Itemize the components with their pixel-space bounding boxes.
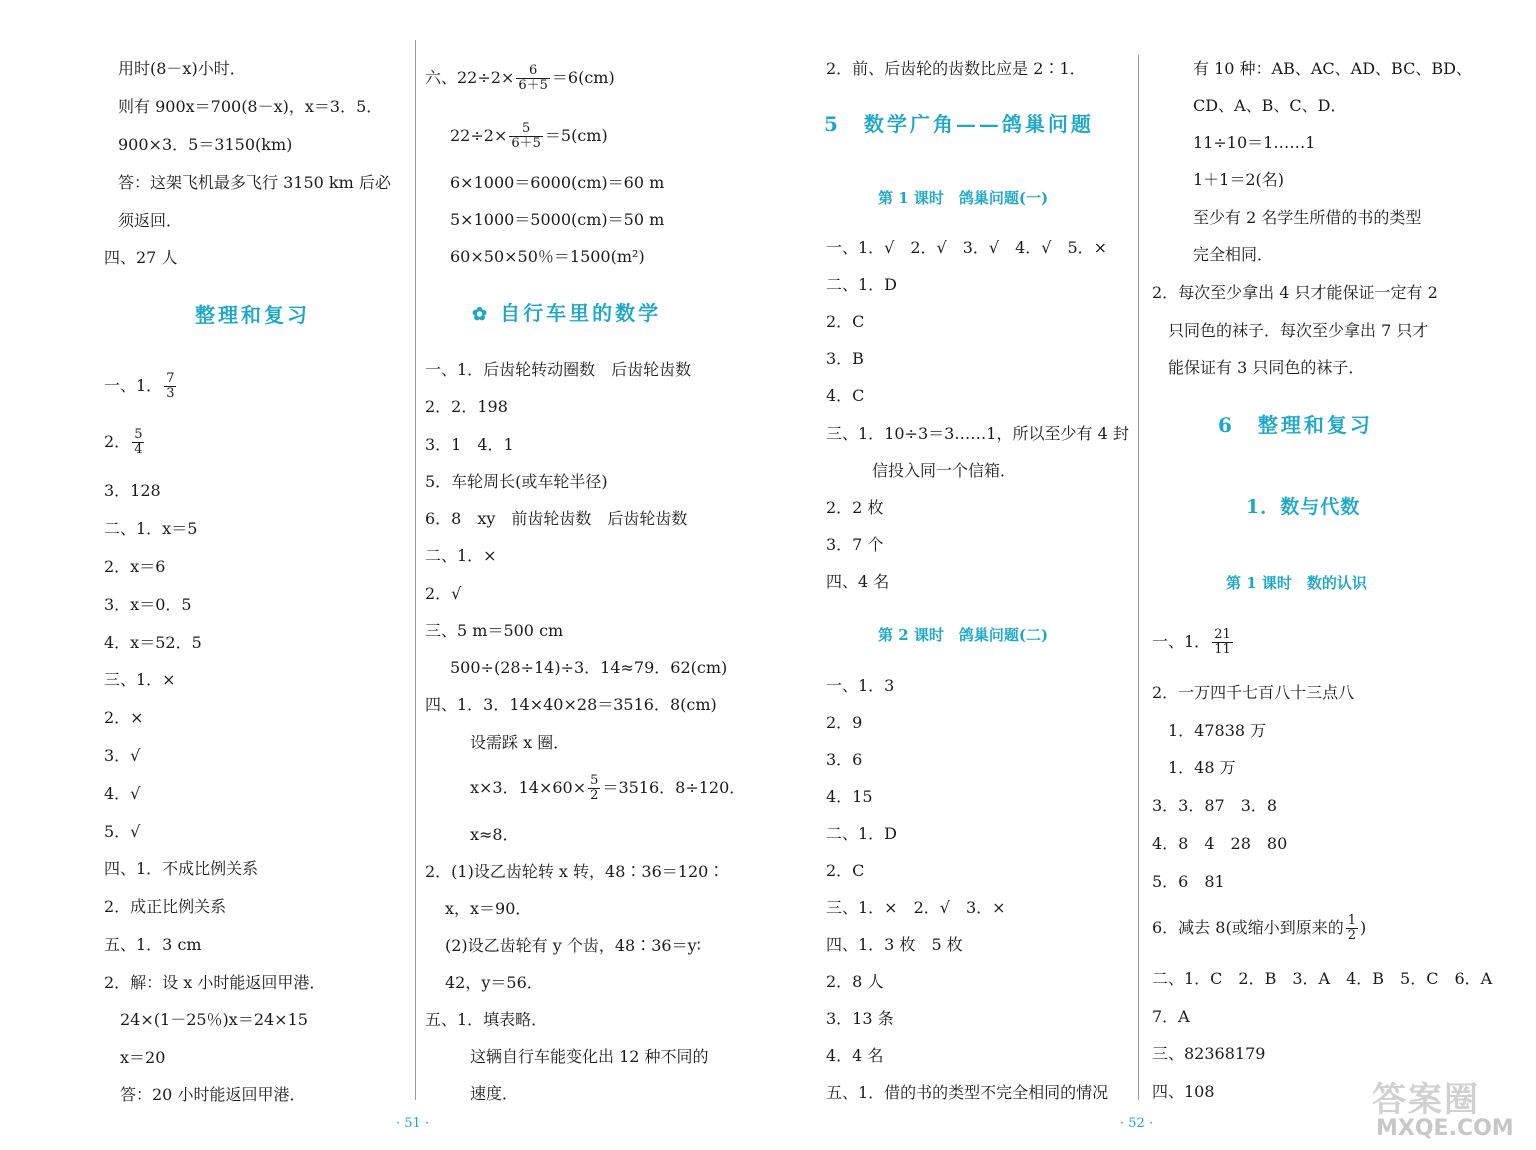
section-heading: 6 整理和复习 (1218, 413, 1373, 437)
text-line: 11÷10＝1……1 (1193, 133, 1316, 152)
text-line: (2)设乙齿轮有 y 个齿，48∶36＝y∶ (445, 936, 701, 955)
text-line: 二、1．x＝5 (104, 519, 198, 538)
answer-prefix: 一、1． (104, 376, 163, 395)
text-line: 3．x＝0．5 (104, 595, 192, 614)
text-line: 二、1．D (826, 275, 898, 294)
lesson-subheading: 第 1 课时 鸽巢问题(一) (878, 189, 1049, 207)
section-heading: 5 数学广角——鸽巢问题 (824, 112, 1094, 136)
page-number-left: · 51 · (396, 1116, 430, 1131)
text-line: 2．C (826, 312, 865, 331)
page-number-right: · 52 · (1120, 1116, 1154, 1131)
denominator: 11 (1214, 642, 1231, 657)
fraction-answer (1152, 914, 1366, 943)
text-line: 2．前、后齿轮的齿数比应是 2∶1． (826, 59, 1086, 78)
fraction (1346, 914, 1358, 943)
text-line: 1＋1＝2(名) (1193, 170, 1285, 189)
text-line: 5．√ (104, 822, 141, 841)
text-line: 3．7 个 (826, 535, 884, 554)
text-line: 四、1．3 枚 5 枚 (826, 935, 963, 954)
text-line: 24×(1－25％)x＝24×15 (120, 1010, 308, 1029)
text-line: 2．每次至少拿出 4 只才能保证一定有 2 (1152, 283, 1438, 302)
text-line: 3．3．87 3．8 (1152, 796, 1278, 815)
text-line: 设需踩 x 圈． (470, 733, 570, 752)
text-line: 6．8 xy 前齿轮齿数 后齿轮齿数 (425, 509, 688, 528)
text-line: 四、1．3．14×40×28＝3516．8(cm) (425, 695, 717, 714)
text-line: 四、1．不成比例关系 (104, 859, 259, 878)
text-line: 二、1．C 2．B 3．A 4．B 5．C 6．A (1152, 969, 1493, 988)
text-line: 须返回． (118, 211, 183, 230)
fraction (516, 64, 550, 93)
text-line: 五、1．借的书的类型不完全相同的情况 (826, 1083, 1109, 1102)
text-line: 4．C (826, 386, 865, 405)
text-line: 信投入同一个信箱． (872, 461, 1017, 480)
text-line: 5．车轮周长(或车轮半径) (425, 472, 608, 491)
equation-part: ＝5(cm) (544, 126, 608, 145)
text-line: CD、A、B、C、D． (1193, 96, 1347, 115)
text-line: 只同色的袜子．每次至少拿出 7 只才 (1168, 321, 1429, 340)
text-line: x＝20 (120, 1048, 166, 1067)
text-line: 3．√ (104, 746, 141, 765)
fraction (164, 372, 176, 401)
fraction-equation (450, 122, 608, 151)
answer-prefix: 一、1． (1152, 632, 1211, 651)
text-line: 5×1000＝5000(cm)＝50 m (450, 210, 665, 229)
denominator: 2 (1347, 928, 1356, 943)
text-line: 速度． (470, 1084, 519, 1103)
text-line: 2．x＝6 (104, 557, 166, 576)
lesson-subheading: 第 1 课时 数的认识 (1226, 574, 1367, 592)
text-line: 2．2 枚 (826, 498, 884, 517)
fraction-answer (104, 428, 146, 457)
text-line: 1．48 万 (1168, 758, 1236, 777)
equation-part: 六、22÷2× (425, 68, 515, 87)
text-line: 3．128 (104, 481, 161, 500)
equation-part: ) (1359, 918, 1367, 937)
fraction-equation (470, 774, 745, 803)
text-line: 2．(1)设乙齿轮转 x 转，48∶36＝120∶ (425, 862, 725, 881)
text-line: 三、1．10÷3＝3……1，所以至少有 4 封 (826, 424, 1129, 443)
text-line: x≈8． (470, 825, 519, 844)
text-line: 2．成正比例关系 (104, 897, 227, 916)
text-line: 五、1．填表略． (425, 1010, 548, 1029)
equation-part: 6．减去 8(或缩小到原来的 (1152, 918, 1344, 937)
text-line: 2．√ (425, 584, 462, 603)
text-line: 能保证有 3 只同色的袜子． (1168, 358, 1365, 377)
column-divider-left (415, 40, 416, 1100)
text-line: 5．6 81 (1152, 872, 1225, 891)
fraction (1212, 628, 1233, 657)
text-line: 60×50×50％＝1500(m²) (450, 247, 645, 266)
numerator: 5 (134, 427, 143, 442)
numerator: 21 (1214, 627, 1231, 642)
equation-part: 22÷2× (450, 126, 508, 145)
denominator: 4 (134, 442, 143, 457)
section-heading: 整理和复习 (195, 303, 310, 327)
text-line: 2．解：设 x 小时能返回甲港． (104, 973, 326, 992)
fraction-answer (1152, 628, 1235, 657)
text-line: 4．15 (826, 787, 873, 806)
text-line: 则有 900x＝700(8－x)，x＝3．5． (118, 97, 383, 116)
watermark-text: 答案圈 (1372, 1080, 1480, 1120)
equation-part: x×3．14×60× (470, 778, 587, 797)
text-line: 4．x＝52．5 (104, 633, 202, 652)
text-line: 6×1000＝6000(cm)＝60 m (450, 173, 665, 192)
watermark-url: MXQE.COM (1376, 1116, 1514, 1141)
text-line: 完全相同． (1193, 245, 1274, 264)
text-line: x，x＝90． (445, 899, 532, 918)
lesson-subheading: 第 2 课时 鸽巢问题(二) (878, 626, 1049, 644)
text-line: 42，y＝56． (445, 973, 543, 992)
fraction-answer (104, 372, 178, 401)
text-line: 2．C (826, 861, 865, 880)
text-line: 至少有 2 名学生所借的书的类型 (1193, 208, 1422, 227)
text-line: 3．B (826, 349, 864, 368)
text-line: 有 10 种：AB、AC、AD、BC、BD、 (1193, 59, 1472, 78)
denominator: 3 (166, 386, 175, 401)
fraction (509, 122, 543, 151)
heading-text: 自行车里的数学 (500, 301, 662, 325)
text-line: 3．1 4．1 (425, 435, 514, 454)
text-line: 3．13 条 (826, 1009, 894, 1028)
text-line: 三、5 m＝500 cm (425, 621, 564, 640)
column-divider-right (1138, 55, 1139, 1100)
text-line: 一、1．后齿轮转动圈数 后齿轮齿数 (425, 360, 692, 379)
text-line: 答：20 小时能返回甲港． (120, 1085, 306, 1104)
fraction-equation (425, 64, 615, 93)
watermark-logo (1372, 1072, 1522, 1142)
text-line: 2．9 (826, 713, 863, 732)
numerator: 5 (509, 122, 543, 137)
text-line: 答：这架飞机最多飞行 3150 km 后必 (118, 173, 391, 192)
text-line: 四、27 人 (104, 248, 178, 267)
section-heading (472, 302, 661, 326)
text-line: 三、1．× 2．√ 3．× (826, 898, 1006, 917)
text-line: 500÷(28÷14)÷3．14≈79．62(cm) (450, 658, 728, 677)
text-line: 四、4 名 (826, 572, 890, 591)
text-line: 900×3．5＝3150(km) (118, 135, 293, 154)
numerator: 7 (166, 371, 175, 386)
text-line: 四、108 (1152, 1082, 1215, 1101)
text-line: 一、1．√ 2．√ 3．√ 4．√ 5．× (826, 238, 1108, 257)
denominator: 6＋5 (518, 78, 548, 93)
text-line: 这辆自行车能变化出 12 种不同的 (470, 1047, 709, 1066)
fraction (588, 774, 600, 803)
text-line: 3．6 (826, 750, 863, 769)
numerator: 1 (1347, 913, 1356, 928)
answer-prefix: 2． (104, 432, 131, 451)
text-line: 一、1．3 (826, 676, 895, 695)
bicycle-leaf-icon: ✿ (472, 304, 491, 325)
text-line: 2．8 人 (826, 972, 884, 991)
text-line: 三、82368179 (1152, 1044, 1266, 1063)
text-line: 2．× (104, 708, 144, 727)
text-line: 2．2．198 (425, 397, 508, 416)
numerator: 6 (516, 64, 550, 79)
text-line: 1．47838 万 (1168, 721, 1267, 740)
denominator: 2 (590, 788, 599, 803)
text-line: 五、1．3 cm (104, 935, 202, 954)
equation-part: ＝3516．8÷120． (602, 778, 746, 797)
text-line: 三、1．× (104, 670, 176, 689)
text-line: 4．4 名 (826, 1046, 884, 1065)
text-line: 二、1．D (826, 824, 898, 843)
fraction (132, 428, 144, 457)
equation-part: ＝6(cm) (551, 68, 615, 87)
numerator: 5 (590, 773, 599, 788)
text-line: 7．A (1152, 1007, 1190, 1026)
text-line: 二、1．× (425, 546, 497, 565)
text-line: 2．一万四千七百八十三点八 (1152, 683, 1355, 702)
text-line: 4．8 4 28 80 (1152, 834, 1288, 853)
subsection-heading: 1．数与代数 (1246, 496, 1361, 518)
text-line: 用时(8－x)小时． (118, 59, 246, 78)
denominator: 6＋5 (511, 136, 541, 151)
text-line: 4．√ (104, 784, 141, 803)
